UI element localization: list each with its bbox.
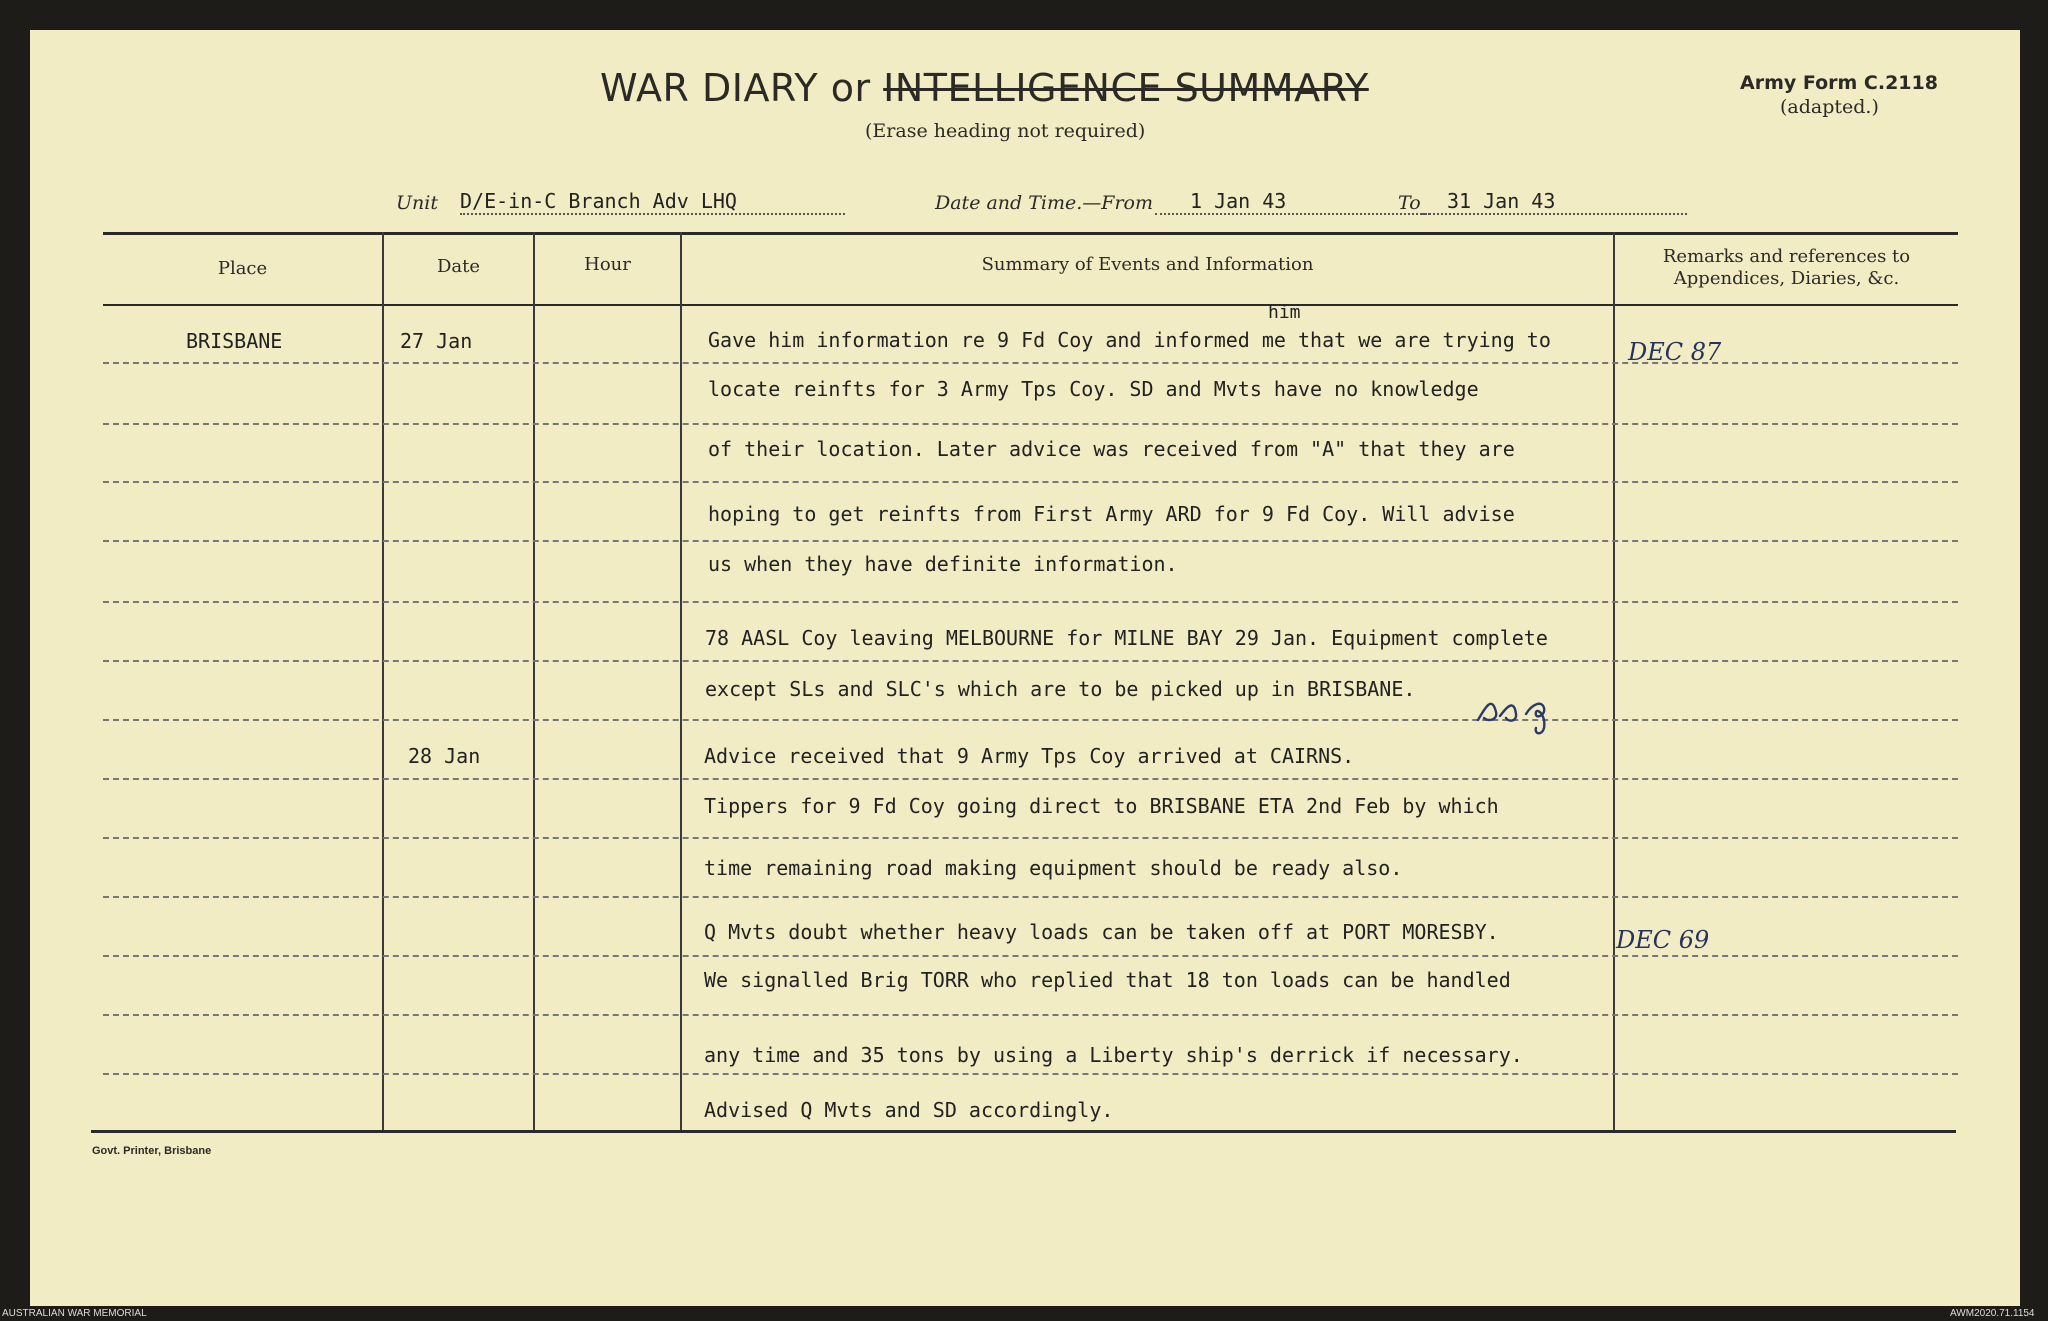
column-divider-summary [1613, 232, 1615, 1130]
column-header-remarks-line-1: Remarks and references to [1662, 246, 1911, 267]
army-form-adapted: (adapted.) [1780, 96, 1879, 118]
to-date-value: 31 Jan 43 [1422, 189, 1687, 215]
from-date-value: 1 Jan 43 [1155, 189, 1430, 215]
ruled-line [103, 481, 1958, 483]
summary-line: Gave him information re 9 Fd Coy and informed me that we are trying to [708, 328, 1551, 352]
ruled-line [103, 423, 1958, 425]
summary-line: except SLs and SLC's which are to be picked up in BRISBANE. [705, 677, 1416, 701]
ruled-line [103, 778, 1958, 780]
page-title [600, 66, 1369, 110]
summary-line: locate reinfts for 3 Army Tps Coy. SD and Mvts have no knowledge [708, 377, 1479, 401]
handwritten-initials-signature [1470, 686, 1580, 738]
ruled-line [103, 660, 1958, 662]
summary-line: We signalled Brig TORR who replied that 18 ton loads can be handled [704, 968, 1511, 992]
column-header-hour: Hour [584, 254, 631, 275]
column-header-remarks-line-2: Appendices, Diaries, &c. [1673, 268, 1900, 289]
column-divider-place [382, 232, 384, 1130]
to-label: To [1398, 192, 1421, 214]
ruled-line [103, 955, 1958, 957]
date-entry-28-jan: 28 Jan [408, 744, 481, 768]
column-header-date: Date [436, 256, 481, 277]
ruled-line [103, 601, 1958, 603]
place-entry: BRISBANE [186, 329, 283, 353]
ruled-line [103, 719, 1958, 721]
printer-imprint: Govt. Printer, Brisbane [92, 1145, 212, 1157]
unit-value: D/E-in-C Branch Adv LHQ [460, 189, 845, 215]
column-divider-date [533, 232, 535, 1130]
archive-footer-left: AUSTRALIAN WAR MEMORIAL [2, 1308, 147, 1319]
date-entry-27-jan: 27 Jan [400, 329, 473, 353]
summary-line: hoping to get reinfts from First Army ARD for 9 Fd Coy. Will advise [708, 502, 1515, 526]
remarks-reference: DEC 69 [1616, 926, 1710, 954]
summary-line: Advice received that 9 Army Tps Coy arrived at CAIRNS. [704, 744, 1355, 768]
remarks-reference: DEC 87 [1628, 338, 1722, 366]
summary-line: us when they have definite information. [708, 552, 1178, 576]
ruled-line [103, 896, 1958, 898]
title-intelligence-summary: INTELLIGENCE SUMMARY [883, 66, 1369, 110]
ruled-line [103, 837, 1958, 839]
title-war-diary: WAR DIARY or [600, 66, 884, 110]
column-header-place: Place [217, 258, 268, 279]
ruled-line [103, 1073, 1958, 1075]
summary-line: 78 AASL Coy leaving MELBOURNE for MILNE BAY 29 Jan. Equipment complete [705, 626, 1548, 650]
unit-label: Unit [396, 192, 438, 214]
erase-note: (Erase heading not required) [865, 120, 1146, 142]
date-time-from-label: Date and Time.—From [935, 192, 1154, 214]
army-form-number: Army Form C.2118 [1740, 72, 1938, 94]
summary-line: any time and 35 tons by using a Liberty ship's derrick if necessary. [704, 1043, 1523, 1067]
handwritten-insert-him: him [1268, 302, 1301, 323]
summary-line: Advised Q Mvts and SD accordingly. [704, 1098, 1114, 1122]
column-divider-hour [680, 232, 682, 1130]
summary-line: of their location. Later advice was received from "A" that they are [708, 437, 1515, 461]
column-header-summary: Summary of Events and Information [981, 254, 1314, 275]
summary-line: Tippers for 9 Fd Coy going direct to BRISBANE ETA 2nd Feb by which [704, 794, 1499, 818]
ruled-line [103, 1014, 1958, 1016]
archive-footer-right: AWM2020.71.1154 [1950, 1308, 2035, 1319]
table-bottom-border [91, 1130, 1956, 1133]
summary-line: time remaining road making equipment should be ready also. [704, 856, 1403, 880]
summary-line: Q Mvts doubt whether heavy loads can be taken off at PORT MORESBY. [704, 920, 1499, 944]
ruled-line [103, 540, 1958, 542]
